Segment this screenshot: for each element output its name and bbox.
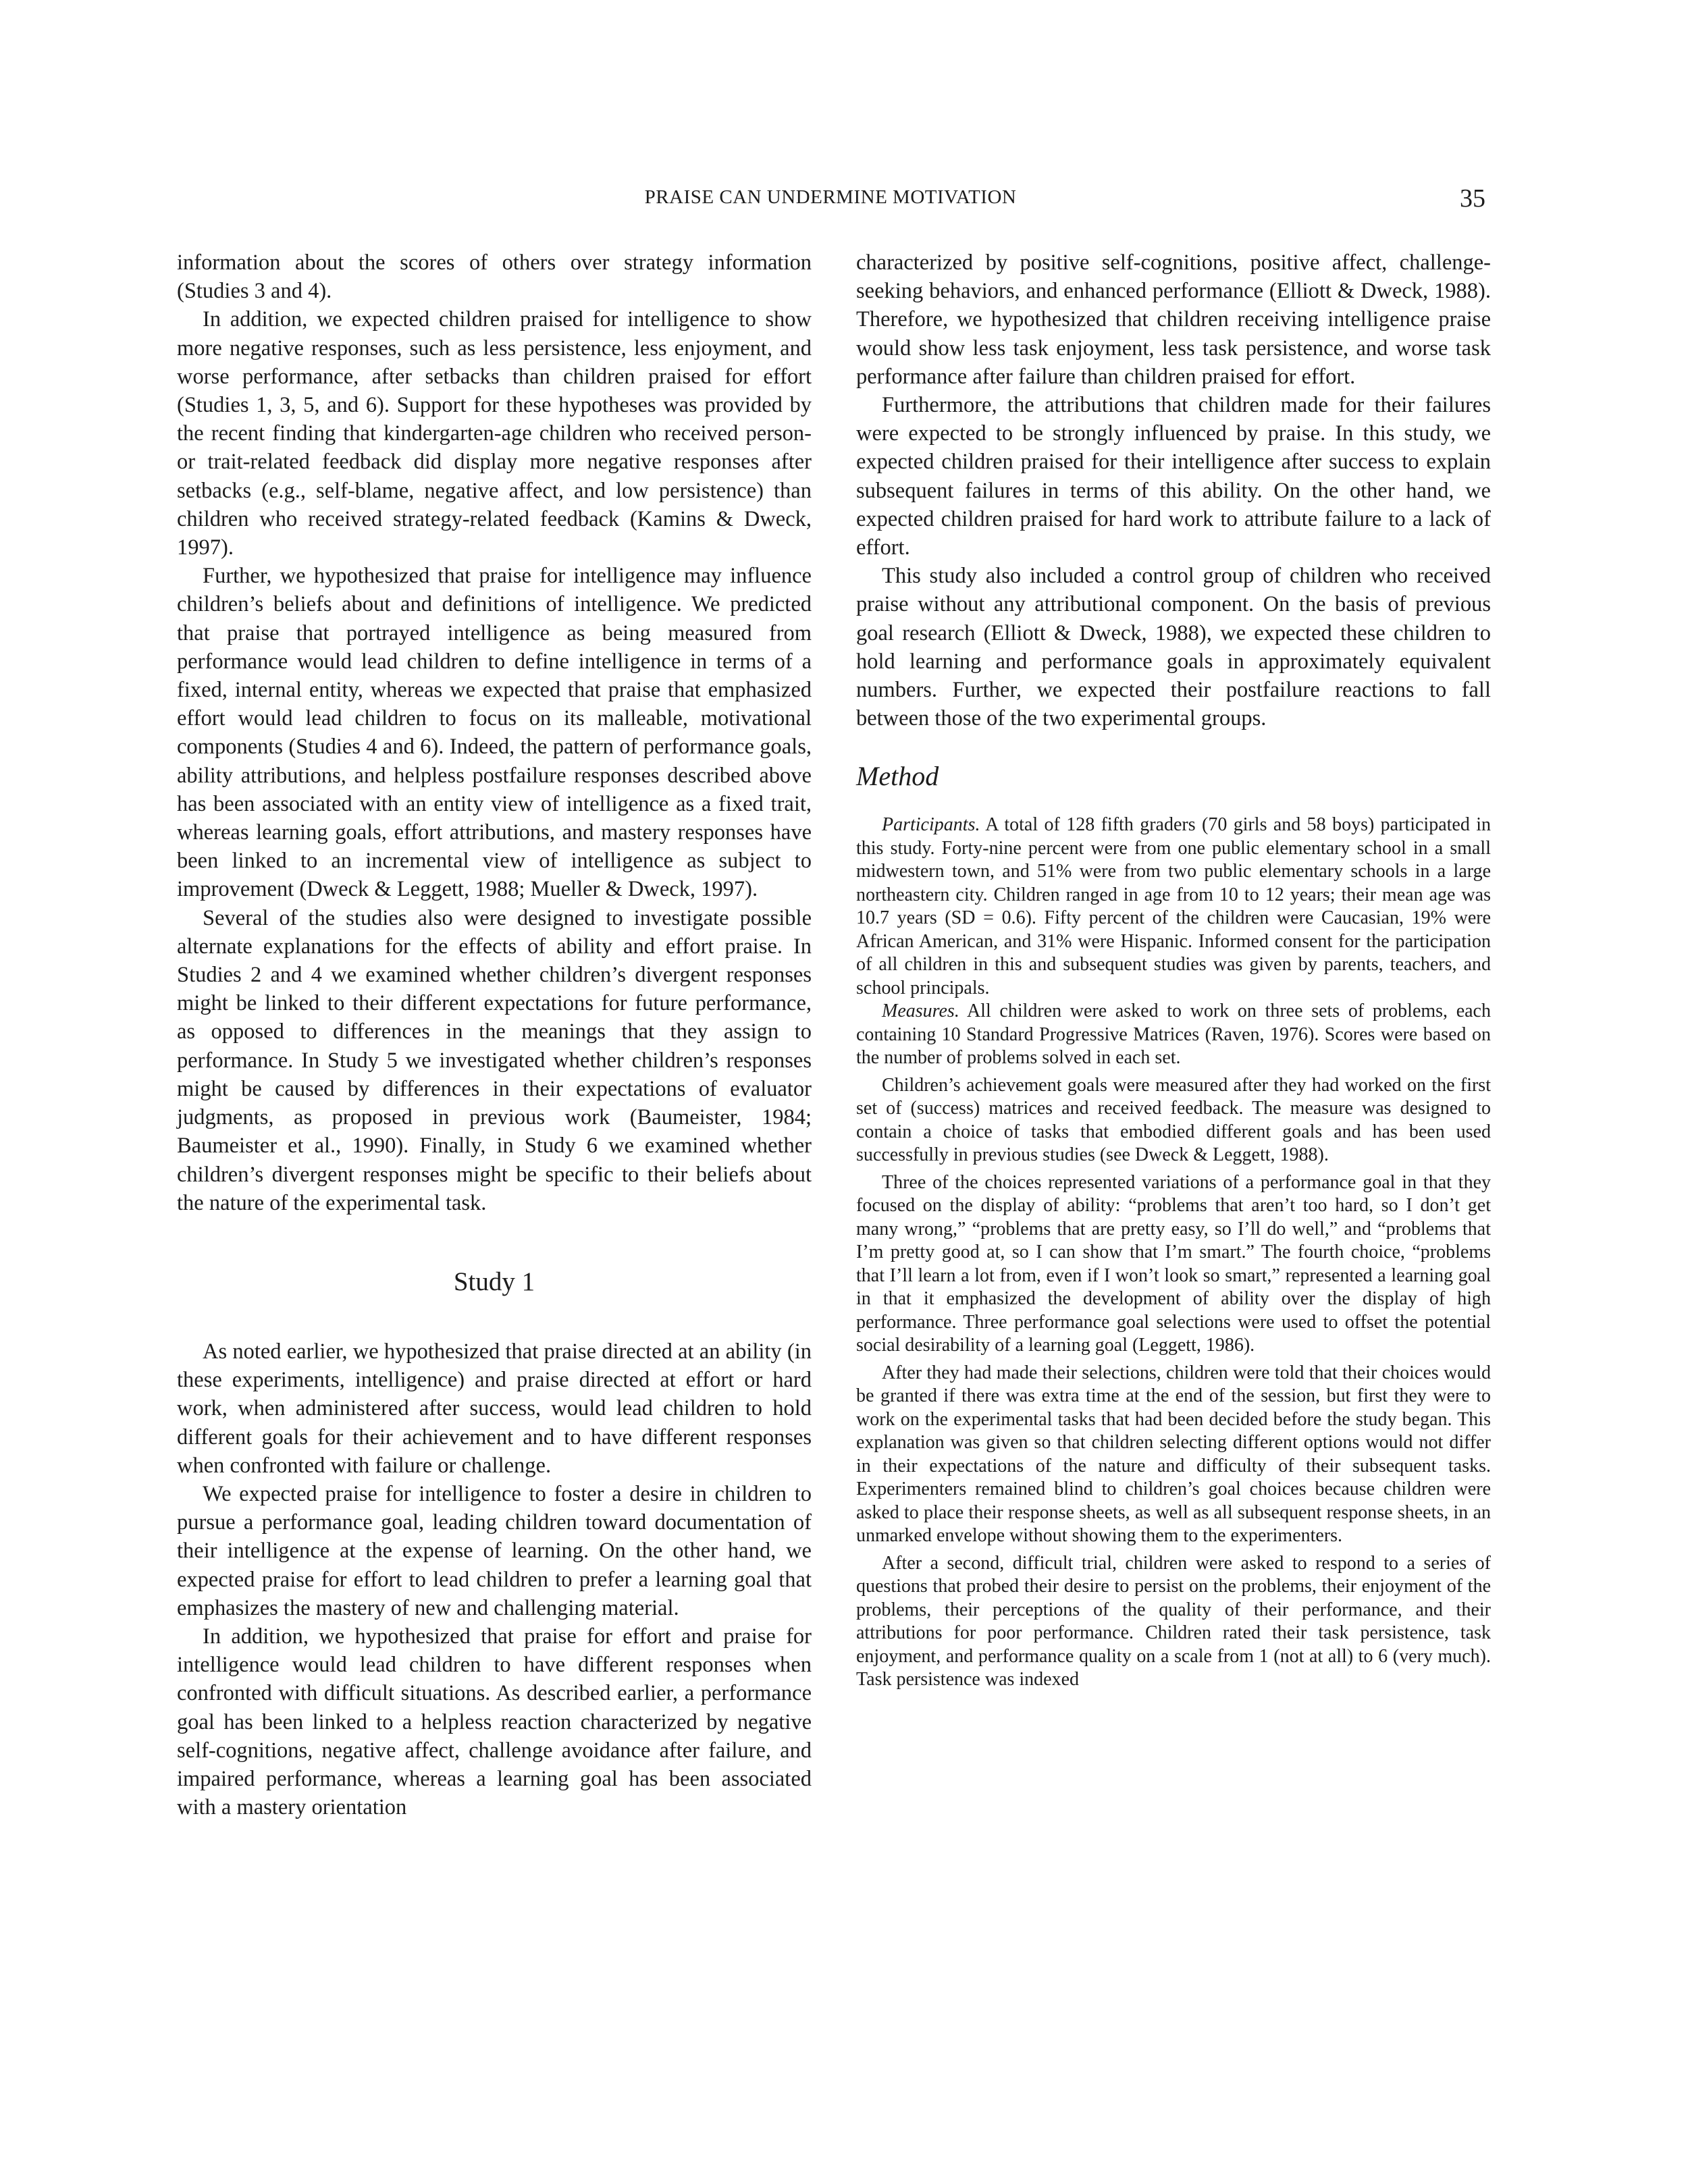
paragraph: Furthermore, the attributions that children made for their failures were expected to be strongly influenced by praise. In this study, we expected children praised for their intelligence after success to explain subsequent failures in terms of this ability. On the other hand, we expected children praised for hard work to attribute failure to a lack of effort.: [856, 393, 1491, 560]
paragraph: In addition, we hypothesized that praise for effort and praise for intelligence would lead children to have different responses when confronted with difficult situations. As described earlier, a performance goal has been linked to a helpless reaction characterized by negative self-cognitions, negative affect, challenge avoidance after failure, and impaired performance, whereas a learning goal has been associated with a mastery orientation: [177, 1624, 812, 1820]
running-head: [176, 186, 1485, 213]
running-title: PRAISE CAN UNDERMINE MOTIVATION: [644, 186, 1017, 208]
measures-paragraph: [856, 1000, 1491, 1070]
paragraph: characterized by positive self-cognitions, positive affect, challenge-seeking behaviors, and enhanced performance (Elliott & Dweck, 1988). Therefore, we hypothesized that children receiving intelligence praise would show less task enjoyment, less task persistence, and worse task performance after failure than children praised for effort.: [856, 250, 1491, 389]
paragraph: As noted earlier, we hypothesized that praise directed at an ability (in these experiments, intelligence) and praise directed at effort or hard work, when administered after success, would lead children to hold different goals for their achievement and to have different responses when confronted with failure or challenge.: [177, 1339, 812, 1478]
measures-label: Measures.: [882, 1001, 959, 1022]
paragraph: Further, we hypothesized that praise for intelligence may influence children’s beliefs about and definitions of intelligence. We predicted that praise that portrayed intelligence as being measured from performance would lead children to define intelligence in terms of a fixed, internal entity, whereas we expected that praise that emphasized effort would lead children to focus on its malleable, motivational components (Studies 4 and 6). Indeed, the pattern of performance goals, ability attributions, and helpless postfailure responses described above has been associated with an entity view of intelligence as a fixed trait, whereas learning goals, effort attributions, and mastery responses have been linked to an incremental view of intelligence as subject to improvement (Dweck & Leggett, 1988; Mueller & Dweck, 1997).: [177, 564, 812, 902]
paragraph: We expected praise for intelligence to foster a desire in children to pursue a performance goal, leading children toward documentation of their intelligence at the expense of learning. On the other hand, we expected praise for effort to lead children to prefer a learning goal that emphasizes the mastery of new and challenging material.: [177, 1481, 812, 1620]
intro-continuation: [856, 248, 1491, 733]
measures-text: All children were asked to work on three sets of problems, each containing 10 Standard Progressive Matrices (Raven, 1976). Scores were based on the number of problems solved in each set.: [856, 1001, 1491, 1069]
method-heading: Method: [856, 761, 939, 792]
participants-text: A total of 128 fifth graders (70 girls and 58 boys) participated in this study. Forty-nine percent were from one public elementary school in a small midwestern town, and 51% were from two public elementary schools in a large northeastern city. Children ranged in age from 10 to 12 years; their mean age was 10.7 years (SD = 0.6). Fifty percent of the children were Caucasian, 19% were African American, and 31% were Hispanic. Informed consent for the participation of all children in this and subsequent studies was given by parents, teachers, and school principals.: [856, 814, 1491, 998]
paragraph: In addition, we expected children praised for intelligence to show more negative responses, such as less persistence, less enjoyment, and worse performance, after setbacks than children praised for effort (Studies 1, 3, 5, and 6). Support for these hypotheses was provided by the recent finding that kindergarten-age children who received person- or trait-related feedback did display more negative responses after setbacks (e.g., self-blame, negative affect, and low persistence) than children who received strategy-related feedback (Kamins & Dweck, 1997).: [177, 307, 812, 560]
right-column: [856, 248, 1491, 1692]
left-column: [177, 248, 812, 1821]
participants-label: Participants.: [882, 814, 980, 836]
paragraph: Several of the studies also were designed to investigate possible alternate explanations for the effects of ability and effort praise. In Studies 2 and 4 we examined whether children’s divergent responses might be linked to their different expectations for future performance, as opposed to differences in the meanings that they assign to performance. In Study 5 we investigated whether children’s responses might be caused by differences in their expectations of evaluator judgments, as proposed in previous work (Baumeister, 1984; Baumeister et al., 1990). Finally, in Study 6 we examined whether children’s divergent responses might be specific to their beliefs about the nature of the experimental task.: [177, 905, 812, 1215]
study-heading: Study 1: [453, 1267, 535, 1296]
page-number: 35: [1460, 184, 1485, 213]
paragraph: Three of the choices represented variations of a performance goal in that they focused on the display of ability: “problems that aren’t too hard, so I don’t get many wrong,” “problems that are pretty easy, so I’ll do well,” and “problems that I’m pretty good at, so I can show that I’m smart.” The fourth choice, “problems that I’ll learn a lot from, even if I won’t look so smart,” represented a learning goal in that it emphasized the development of ability over the display of high performance. Three performance goal selections were used to offset the potential social desirability of a learning goal (Leggett, 1986).: [856, 1171, 1491, 1356]
method-section: [856, 814, 1491, 1692]
paragraph: This study also included a control group of children who received praise without any attributional component. On the basis of previous goal research (Elliott & Dweck, 1988), we expected these children to hold learning and performance goals in approximately equivalent numbers. Further, we expected their postfailure reactions to fall between those of the two experimental groups.: [856, 564, 1491, 731]
paragraph: information about the scores of others over strategy information (Studies 3 and 4).: [177, 250, 812, 304]
paragraph: After they had made their selections, children were told that their choices would be granted if there was extra time at the end of the session, but first they were to work on the experimental tasks that had been decided before the study began. This explanation was given so that children selecting different options would not differ in their expectations of the nature and difficulty of their subsequent tasks. Experimenters remained blind to children’s goal choices because children were asked to place their response sheets, as well as all subsequent response sheets, in an unmarked envelope without showing them to the experimenters.: [856, 1362, 1491, 1547]
paragraph: After a second, difficult trial, children were asked to respond to a series of questions that probed their desire to persist on the problems, their enjoyment of the problems, their perceptions of the quality of their performance, and their attributions for poor performance. Children rated their task persistence, task enjoyment, and performance quality on a scale from 1 (not at all) to 6 (very much). Task persistence was indexed: [856, 1552, 1491, 1690]
participants-paragraph: [856, 814, 1491, 1000]
paragraph: Children’s achievement goals were measured after they had worked on the first set of (success) matrices and received feedback. The measure was designed to contain a choice of tasks that embodied different goals and has been used successfully in previous studies (see Dweck & Leggett, 1988).: [856, 1074, 1491, 1166]
